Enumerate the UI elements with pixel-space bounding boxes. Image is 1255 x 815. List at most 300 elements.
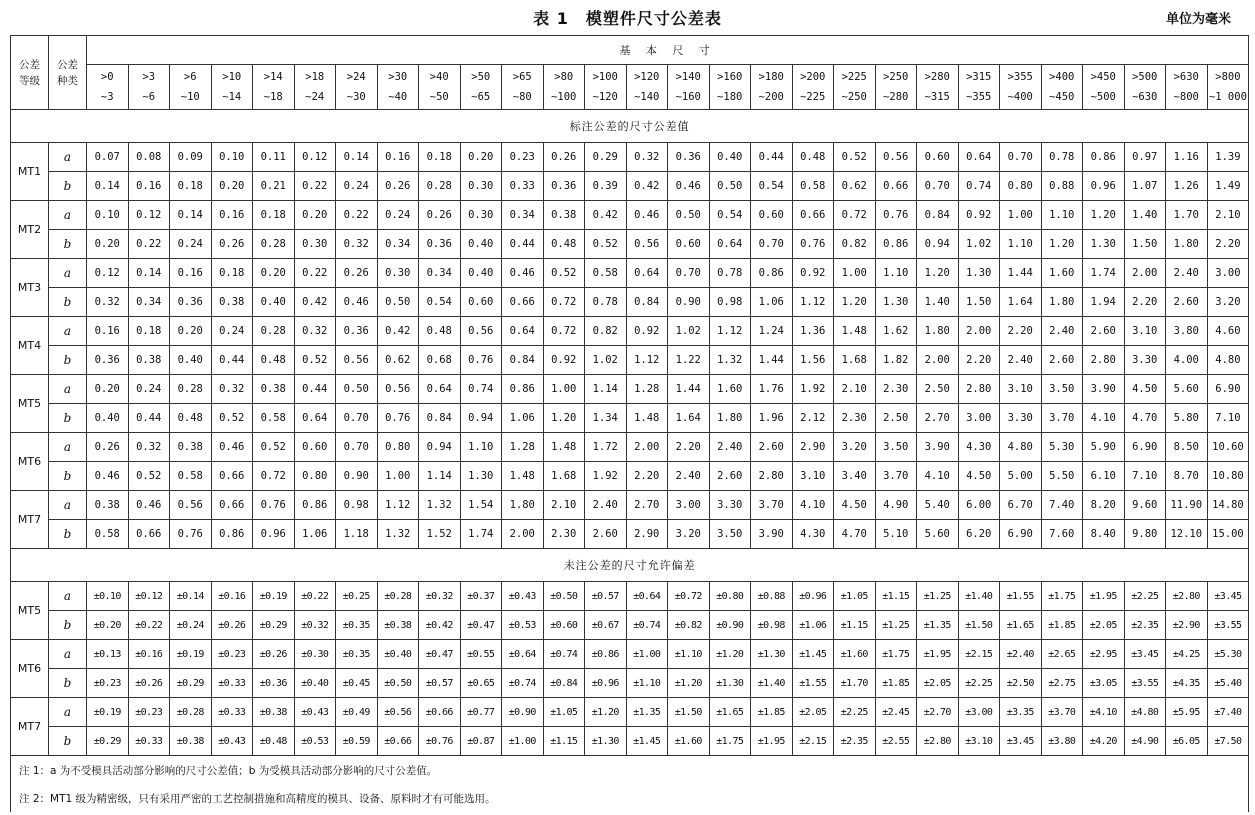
value-cell: ±3.45: [1124, 640, 1166, 669]
value-cell: ±0.25: [336, 582, 378, 611]
value-cell: 0.44: [211, 346, 253, 375]
value-cell: ±0.64: [502, 640, 544, 669]
value-cell: ±5.30: [1207, 640, 1249, 669]
value-cell: 0.18: [128, 317, 170, 346]
value-cell: 1.30: [1083, 230, 1125, 259]
value-cell: 0.54: [751, 172, 793, 201]
value-cell: 2.20: [1207, 230, 1249, 259]
value-cell: 6.90: [1124, 433, 1166, 462]
value-cell: 0.66: [792, 201, 834, 230]
value-cell: 0.21: [253, 172, 295, 201]
kind-header: 公差 种类: [49, 36, 87, 110]
size-range-header: >250 ~280: [875, 65, 917, 110]
value-cell: 0.40: [170, 346, 212, 375]
value-cell: 0.36: [668, 143, 710, 172]
value-cell: ±0.45: [336, 669, 378, 698]
value-cell: 0.26: [377, 172, 419, 201]
value-cell: 0.66: [211, 491, 253, 520]
value-cell: 2.60: [751, 433, 793, 462]
value-cell: 1.10: [1000, 230, 1042, 259]
value-cell: 1.06: [751, 288, 793, 317]
value-cell: ±3.45: [1000, 727, 1042, 756]
size-range-header: >40 ~50: [419, 65, 461, 110]
value-cell: 0.76: [792, 230, 834, 259]
value-cell: 3.20: [1207, 288, 1249, 317]
value-cell: 1.48: [543, 433, 585, 462]
value-cell: 1.30: [875, 288, 917, 317]
value-cell: 1.32: [419, 491, 461, 520]
value-cell: ±1.30: [585, 727, 627, 756]
value-cell: 0.56: [336, 346, 378, 375]
value-cell: ±1.65: [709, 698, 751, 727]
value-cell: 1.44: [1000, 259, 1042, 288]
value-cell: ±5.95: [1166, 698, 1208, 727]
value-cell: ±0.98: [751, 611, 793, 640]
value-cell: ±1.00: [626, 640, 668, 669]
value-cell: ±1.05: [543, 698, 585, 727]
value-cell: 3.90: [751, 520, 793, 549]
value-cell: ±0.86: [585, 640, 627, 669]
value-cell: 1.30: [460, 462, 502, 491]
value-cell: 1.12: [709, 317, 751, 346]
value-cell: 0.32: [211, 375, 253, 404]
value-cell: ±1.05: [834, 582, 876, 611]
value-cell: 0.52: [128, 462, 170, 491]
value-cell: 0.22: [128, 230, 170, 259]
value-cell: ±0.43: [502, 582, 544, 611]
value-cell: 1.32: [377, 520, 419, 549]
value-cell: 1.92: [792, 375, 834, 404]
value-cell: ±1.85: [751, 698, 793, 727]
value-cell: 0.80: [377, 433, 419, 462]
value-cell: 0.90: [668, 288, 710, 317]
kind-cell: b: [49, 346, 87, 375]
value-cell: 3.00: [958, 404, 1000, 433]
value-cell: 1.60: [709, 375, 751, 404]
size-range-header: >50 ~65: [460, 65, 502, 110]
value-cell: 3.90: [1083, 375, 1125, 404]
value-cell: ±1.85: [1041, 611, 1083, 640]
value-cell: 2.80: [751, 462, 793, 491]
value-cell: ±2.65: [1041, 640, 1083, 669]
value-cell: 0.32: [336, 230, 378, 259]
value-cell: 1.40: [1124, 201, 1166, 230]
size-range-header: >10 ~14: [211, 65, 253, 110]
value-cell: ±0.20: [87, 611, 129, 640]
table-row: [11, 288, 1249, 317]
note-text: 注 1：a 为不受模具活动部分影响的尺寸公差值；b 为受模具活动部分影响的尺寸公差值。: [11, 756, 1249, 785]
value-cell: 0.52: [294, 346, 336, 375]
value-cell: 0.48: [170, 404, 212, 433]
value-cell: 0.64: [626, 259, 668, 288]
value-cell: 1.68: [834, 346, 876, 375]
value-cell: 0.20: [294, 201, 336, 230]
value-cell: ±0.96: [792, 582, 834, 611]
value-cell: 4.50: [834, 491, 876, 520]
value-cell: ±7.40: [1207, 698, 1249, 727]
value-cell: 0.16: [170, 259, 212, 288]
value-cell: 0.18: [253, 201, 295, 230]
value-cell: ±0.30: [294, 640, 336, 669]
value-cell: ±3.55: [1207, 611, 1249, 640]
value-cell: ±1.75: [1041, 582, 1083, 611]
kind-cell: a: [49, 317, 87, 346]
value-cell: 0.52: [585, 230, 627, 259]
value-cell: ±2.05: [1083, 611, 1125, 640]
grade-cell: MT6: [11, 433, 49, 491]
value-cell: 7.40: [1041, 491, 1083, 520]
value-cell: ±0.80: [709, 582, 751, 611]
value-cell: ±0.19: [87, 698, 129, 727]
table-row: [11, 230, 1249, 259]
value-cell: ±2.75: [1041, 669, 1083, 698]
value-cell: 2.10: [1207, 201, 1249, 230]
value-cell: 0.86: [211, 520, 253, 549]
value-cell: 2.40: [1166, 259, 1208, 288]
value-cell: 2.30: [875, 375, 917, 404]
value-cell: 0.38: [253, 375, 295, 404]
size-range-header: >18 ~24: [294, 65, 336, 110]
value-cell: ±0.53: [294, 727, 336, 756]
value-cell: 0.46: [128, 491, 170, 520]
value-cell: ±0.32: [294, 611, 336, 640]
note-row: [11, 784, 1249, 812]
value-cell: 3.50: [709, 520, 751, 549]
value-cell: 0.22: [294, 172, 336, 201]
value-cell: ±0.57: [419, 669, 461, 698]
value-cell: ±1.75: [709, 727, 751, 756]
value-cell: ±2.25: [958, 669, 1000, 698]
value-cell: 0.46: [668, 172, 710, 201]
size-range-header: >200 ~225: [792, 65, 834, 110]
size-range-header: >225 ~250: [834, 65, 876, 110]
value-cell: 0.60: [294, 433, 336, 462]
value-cell: 0.36: [87, 346, 129, 375]
value-cell: 0.92: [543, 346, 585, 375]
table-row: [11, 727, 1249, 756]
value-cell: 1.49: [1207, 172, 1249, 201]
table-row: [11, 611, 1249, 640]
value-cell: 0.07: [87, 143, 129, 172]
value-cell: 0.24: [128, 375, 170, 404]
size-range-header: >65 ~80: [502, 65, 544, 110]
table-row: [11, 143, 1249, 172]
value-cell: 0.39: [585, 172, 627, 201]
value-cell: ±2.70: [917, 698, 959, 727]
value-cell: ±0.60: [543, 611, 585, 640]
value-cell: 0.20: [87, 375, 129, 404]
value-cell: ±1.95: [917, 640, 959, 669]
value-cell: 0.12: [128, 201, 170, 230]
value-cell: 0.66: [211, 462, 253, 491]
value-cell: 0.86: [294, 491, 336, 520]
value-cell: ±0.23: [128, 698, 170, 727]
value-cell: 8.20: [1083, 491, 1125, 520]
value-cell: 0.80: [1000, 172, 1042, 201]
grade-cell: MT3: [11, 259, 49, 317]
value-cell: 0.29: [585, 143, 627, 172]
value-cell: 3.10: [792, 462, 834, 491]
value-cell: 0.30: [294, 230, 336, 259]
value-cell: 0.97: [1124, 143, 1166, 172]
value-cell: 2.40: [1041, 317, 1083, 346]
value-cell: 1.20: [1083, 201, 1125, 230]
size-range-header: >3 ~6: [128, 65, 170, 110]
value-cell: 0.56: [377, 375, 419, 404]
value-cell: 1.20: [834, 288, 876, 317]
value-cell: ±0.38: [170, 727, 212, 756]
value-cell: 0.26: [336, 259, 378, 288]
value-cell: ±2.15: [958, 640, 1000, 669]
value-cell: 0.18: [211, 259, 253, 288]
size-range-header: >355 ~400: [1000, 65, 1042, 110]
value-cell: 1.00: [543, 375, 585, 404]
value-cell: ±2.95: [1083, 640, 1125, 669]
value-cell: 0.46: [626, 201, 668, 230]
value-cell: 0.64: [958, 143, 1000, 172]
kind-cell: a: [49, 698, 87, 727]
value-cell: 1.54: [460, 491, 502, 520]
value-cell: ±0.64: [626, 582, 668, 611]
value-cell: 0.52: [543, 259, 585, 288]
value-cell: ±1.06: [792, 611, 834, 640]
value-cell: 2.30: [543, 520, 585, 549]
value-cell: ±0.82: [668, 611, 710, 640]
value-cell: 6.90: [1000, 520, 1042, 549]
value-cell: 3.20: [834, 433, 876, 462]
value-cell: 0.42: [377, 317, 419, 346]
value-cell: 7.10: [1207, 404, 1249, 433]
value-cell: 1.22: [668, 346, 710, 375]
value-cell: ±0.33: [128, 727, 170, 756]
value-cell: 0.74: [460, 375, 502, 404]
value-cell: 1.18: [336, 520, 378, 549]
value-cell: ±0.57: [585, 582, 627, 611]
value-cell: ±2.90: [1166, 611, 1208, 640]
value-cell: 1.12: [626, 346, 668, 375]
value-cell: 0.14: [87, 172, 129, 201]
value-cell: 6.00: [958, 491, 1000, 520]
value-cell: 5.80: [1166, 404, 1208, 433]
value-cell: 0.12: [87, 259, 129, 288]
value-cell: 1.02: [958, 230, 1000, 259]
value-cell: 4.90: [875, 491, 917, 520]
value-cell: ±0.22: [128, 611, 170, 640]
value-cell: ±0.96: [585, 669, 627, 698]
value-cell: 7.60: [1041, 520, 1083, 549]
value-cell: ±1.40: [958, 582, 1000, 611]
value-cell: 0.28: [419, 172, 461, 201]
value-cell: 9.60: [1124, 491, 1166, 520]
value-cell: 3.70: [1041, 404, 1083, 433]
value-cell: 3.00: [668, 491, 710, 520]
value-cell: ±1.95: [751, 727, 793, 756]
value-cell: 0.11: [253, 143, 295, 172]
basic-size-header: 基 本 尺 寸: [87, 36, 1249, 65]
value-cell: ±2.05: [917, 669, 959, 698]
value-cell: 3.70: [751, 491, 793, 520]
value-cell: ±0.33: [211, 669, 253, 698]
value-cell: 12.10: [1166, 520, 1208, 549]
kind-cell: a: [49, 375, 87, 404]
value-cell: ±0.22: [294, 582, 336, 611]
header-row: [11, 36, 1249, 65]
value-cell: ±3.05: [1083, 669, 1125, 698]
value-cell: 1.52: [419, 520, 461, 549]
value-cell: 0.54: [709, 201, 751, 230]
value-cell: 3.10: [1124, 317, 1166, 346]
value-cell: ±0.35: [336, 640, 378, 669]
value-cell: 5.30: [1041, 433, 1083, 462]
value-cell: 1.68: [543, 462, 585, 491]
value-cell: 0.76: [875, 201, 917, 230]
table-title: 表 1 模塑件尺寸公差表: [533, 9, 722, 28]
value-cell: 0.20: [253, 259, 295, 288]
value-cell: ±1.40: [751, 669, 793, 698]
value-cell: 0.88: [1041, 172, 1083, 201]
value-cell: 3.30: [1124, 346, 1166, 375]
value-cell: 0.28: [170, 375, 212, 404]
value-cell: 0.40: [460, 230, 502, 259]
value-cell: 0.86: [875, 230, 917, 259]
value-cell: 1.94: [1083, 288, 1125, 317]
value-cell: ±0.59: [336, 727, 378, 756]
value-cell: 2.40: [1000, 346, 1042, 375]
size-range-header: >180 ~200: [751, 65, 793, 110]
value-cell: 0.84: [917, 201, 959, 230]
value-cell: 1.20: [1041, 230, 1083, 259]
value-cell: ±3.00: [958, 698, 1000, 727]
value-cell: ±1.45: [626, 727, 668, 756]
kind-cell: b: [49, 172, 87, 201]
value-cell: 0.80: [294, 462, 336, 491]
value-cell: 1.07: [1124, 172, 1166, 201]
value-cell: 0.34: [128, 288, 170, 317]
value-cell: 2.10: [834, 375, 876, 404]
value-cell: 0.50: [336, 375, 378, 404]
value-cell: 0.58: [792, 172, 834, 201]
value-cell: 0.48: [419, 317, 461, 346]
value-cell: 0.40: [87, 404, 129, 433]
value-cell: 1.24: [751, 317, 793, 346]
value-cell: 0.22: [336, 201, 378, 230]
value-cell: 2.60: [1083, 317, 1125, 346]
value-cell: 1.50: [958, 288, 1000, 317]
value-cell: 0.70: [1000, 143, 1042, 172]
value-cell: 1.50: [1124, 230, 1166, 259]
table-row: [11, 640, 1249, 669]
kind-cell: a: [49, 433, 87, 462]
value-cell: ±0.10: [87, 582, 129, 611]
value-cell: 2.00: [917, 346, 959, 375]
value-cell: ±0.42: [419, 611, 461, 640]
value-cell: 1.76: [751, 375, 793, 404]
value-cell: ±4.10: [1083, 698, 1125, 727]
value-cell: 2.90: [792, 433, 834, 462]
value-cell: 4.30: [958, 433, 1000, 462]
value-cell: 0.94: [460, 404, 502, 433]
value-cell: ±2.80: [917, 727, 959, 756]
value-cell: 0.50: [377, 288, 419, 317]
value-cell: 1.96: [751, 404, 793, 433]
value-cell: ±2.50: [1000, 669, 1042, 698]
value-cell: ±0.26: [128, 669, 170, 698]
value-cell: 0.48: [543, 230, 585, 259]
value-cell: 14.80: [1207, 491, 1249, 520]
value-cell: 0.30: [460, 201, 502, 230]
value-cell: 0.14: [128, 259, 170, 288]
value-cell: 4.60: [1207, 317, 1249, 346]
grade-cell: MT1: [11, 143, 49, 201]
value-cell: ±0.90: [502, 698, 544, 727]
value-cell: 0.20: [170, 317, 212, 346]
value-cell: ±0.26: [253, 640, 295, 669]
value-cell: 0.76: [170, 520, 212, 549]
value-cell: 4.70: [834, 520, 876, 549]
value-cell: 1.28: [502, 433, 544, 462]
tolerance-table-container: [10, 35, 1247, 812]
value-cell: ±0.43: [294, 698, 336, 727]
value-cell: ±0.72: [668, 582, 710, 611]
value-cell: 0.50: [709, 172, 751, 201]
value-cell: 1.39: [1207, 143, 1249, 172]
value-cell: 3.30: [1000, 404, 1042, 433]
size-range-header: >800 ~1 000: [1207, 65, 1249, 110]
value-cell: 0.14: [170, 201, 212, 230]
value-cell: 3.80: [1166, 317, 1208, 346]
kind-cell: a: [49, 259, 87, 288]
value-cell: 0.24: [377, 201, 419, 230]
value-cell: ±2.80: [1166, 582, 1208, 611]
value-cell: 0.82: [834, 230, 876, 259]
value-cell: 4.70: [1124, 404, 1166, 433]
value-cell: 0.52: [253, 433, 295, 462]
kind-cell: a: [49, 640, 87, 669]
value-cell: 0.76: [377, 404, 419, 433]
value-cell: 0.10: [87, 201, 129, 230]
value-cell: 2.20: [958, 346, 1000, 375]
section-row: [11, 549, 1249, 582]
section-title: 标注公差的尺寸公差值: [11, 110, 1249, 143]
value-cell: 5.40: [917, 491, 959, 520]
value-cell: 1.64: [668, 404, 710, 433]
value-cell: 0.18: [170, 172, 212, 201]
value-cell: 0.64: [419, 375, 461, 404]
value-cell: 8.40: [1083, 520, 1125, 549]
value-cell: 4.10: [792, 491, 834, 520]
value-cell: 0.12: [294, 143, 336, 172]
value-cell: ±0.29: [170, 669, 212, 698]
value-cell: 1.70: [1166, 201, 1208, 230]
value-cell: ±2.15: [792, 727, 834, 756]
value-cell: 2.20: [1124, 288, 1166, 317]
grade-header: 公差 等级: [11, 36, 49, 110]
value-cell: 1.62: [875, 317, 917, 346]
value-cell: 5.60: [1166, 375, 1208, 404]
value-cell: 6.20: [958, 520, 1000, 549]
value-cell: ±1.25: [917, 582, 959, 611]
value-cell: ±1.50: [668, 698, 710, 727]
value-cell: 3.70: [875, 462, 917, 491]
value-cell: 0.92: [958, 201, 1000, 230]
value-cell: ±1.10: [626, 669, 668, 698]
value-cell: 0.32: [87, 288, 129, 317]
value-cell: 0.60: [460, 288, 502, 317]
value-cell: 0.78: [709, 259, 751, 288]
value-cell: 0.50: [668, 201, 710, 230]
value-cell: 2.00: [502, 520, 544, 549]
value-cell: 2.20: [1000, 317, 1042, 346]
